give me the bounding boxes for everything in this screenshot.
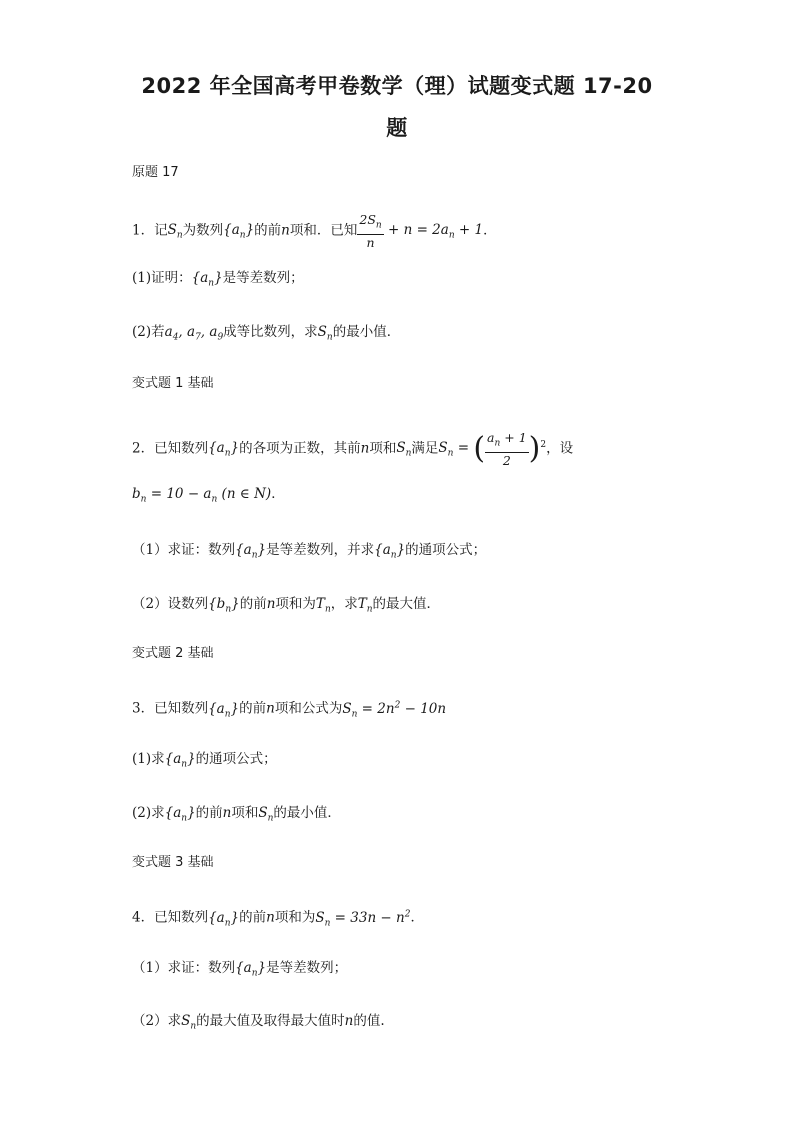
problem-2-part-1: （1）求证：数列$\{a_n\}$是等差数列，并求$\{a_n\}$的通项公式；: [132, 542, 487, 561]
problem-2-statement-continued: $b_n = 10 - a_n$ (n ∈ N)．: [132, 486, 285, 505]
problem-1-statement: 1．记$S_n$为数列$\{a_n\}$的前n项和．已知 $\frac{2S_n}{n}$ + $n = 2a_n + 1$．: [132, 212, 497, 250]
section-heading-variant-3: 变式题 3 基础: [132, 855, 214, 870]
problem-2-statement: 2．已知数列$\{a_n\}$的各项为正数，其前n项和$S_n$满足$S_n$ = ( $\frac{a_n + 1}{2}$ )$^2$，设: [132, 430, 574, 468]
problem-4-statement: 4．已知数列$\{a_n\}$的前n项和为$S_n = 33n - n^2$．: [132, 909, 424, 929]
problem-2-part-2: （2）设数列$\{b_n\}$的前n项和为$T_n$，求$T_n$的最大值．: [132, 596, 441, 615]
problem-3-statement: 3．已知数列$\{a_n\}$的前n项和公式为$S_n = 2n^2 - 10n$: [132, 700, 447, 720]
document-title: 2022 年全国高考甲卷数学（理）试题变式题 17-20: [141, 74, 653, 98]
section-heading-variant-1: 变式题 1 基础: [132, 376, 214, 391]
problem-1-part-2: (2)若$a_4$, $a_7$, $a_9$成等比数列，求$S_n$的最小值．: [132, 324, 401, 343]
section-heading-original: 原题 17: [132, 165, 179, 180]
document-title-continued: 题: [386, 116, 408, 140]
problem-4-part-1: （1）求证：数列$\{a_n\}$是等差数列；: [132, 960, 348, 979]
problem-4-part-2: （2）求$S_n$的最大值及取得最大值时n的值.: [132, 1013, 385, 1032]
problem-3-part-2: (2)求$\{a_n\}$的前n项和$S_n$的最小值．: [132, 805, 341, 824]
problem-3-part-1: (1)求$\{a_n\}$的通项公式；: [132, 751, 277, 770]
section-heading-variant-2: 变式题 2 基础: [132, 646, 214, 661]
problem-1-part-1: (1)证明：$\{a_n\}$是等差数列；: [132, 270, 304, 289]
